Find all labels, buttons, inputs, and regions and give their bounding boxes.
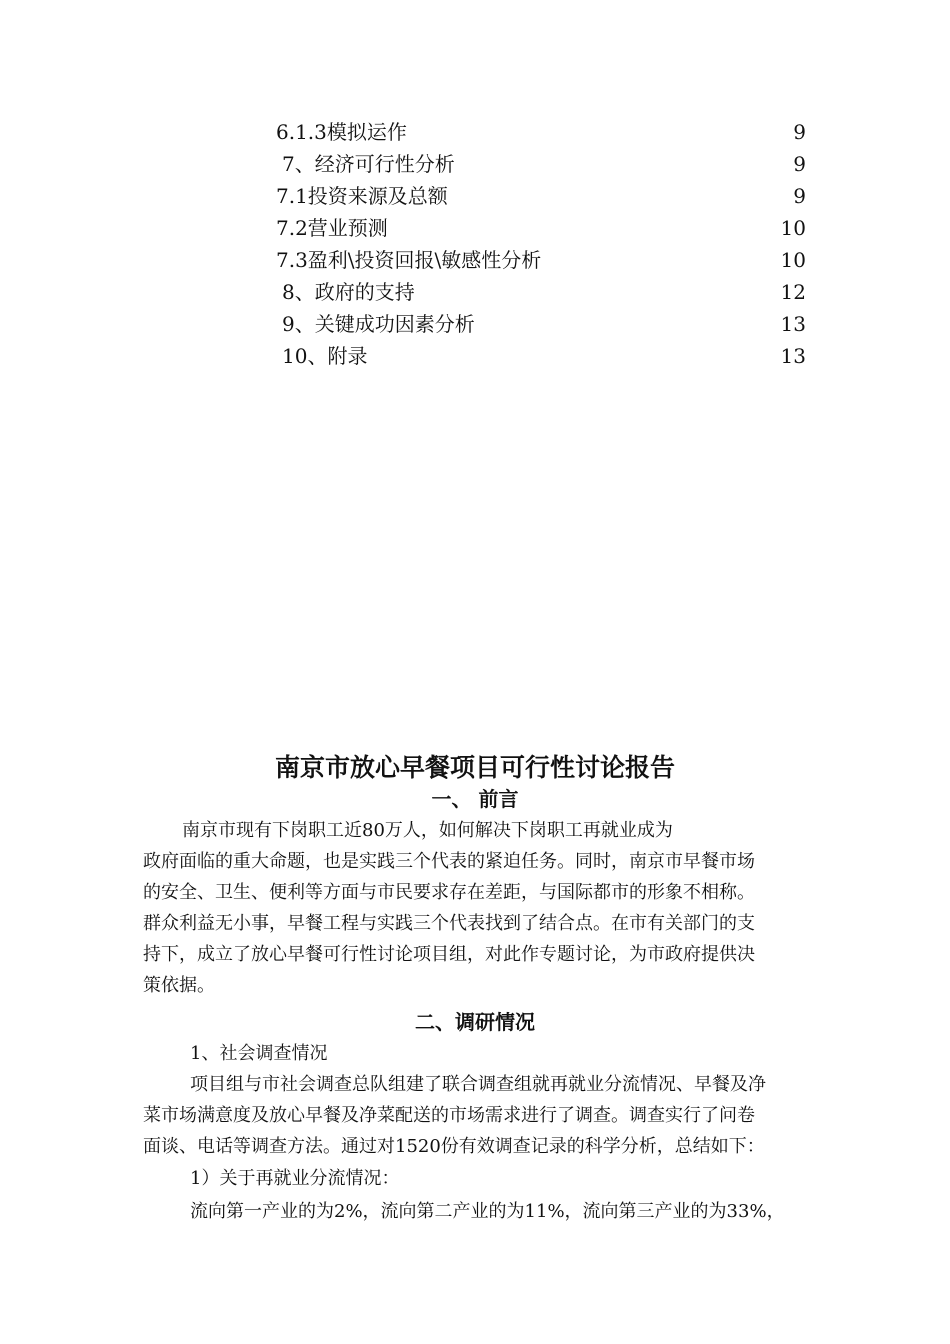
section-heading-research: 二、调研情况 xyxy=(415,1010,535,1034)
toc-entry-page: 13 xyxy=(780,344,806,368)
toc-entry-page: 9 xyxy=(793,120,806,144)
toc-entry-title: 6.1.3模拟运作 xyxy=(276,120,407,144)
toc-entry-title: 9、关键成功因素分析 xyxy=(282,312,475,336)
toc-entry-page: 13 xyxy=(780,312,806,336)
list-item-heading: 1）关于再就业分流情况： xyxy=(190,1168,400,1189)
toc-entry-page: 9 xyxy=(793,184,806,208)
toc-entry[interactable] xyxy=(276,244,808,276)
subsection-heading: 1、社会调查情况 xyxy=(190,1043,328,1064)
paragraph-line: 流向第一产业的为2%，流向第二产业的为11%，流向第三产业的为33%， xyxy=(190,1201,785,1222)
toc-entry-title: 7、经济可行性分析 xyxy=(282,152,455,176)
toc-entry[interactable] xyxy=(276,180,808,212)
toc-entry-title: 7.1投资来源及总额 xyxy=(276,184,448,208)
document-title: 南京市放心早餐项目可行性讨论报告 xyxy=(274,753,675,782)
toc-entry-page: 10 xyxy=(780,248,806,272)
paragraph-line: 群众利益无小事，早餐工程与实践三个代表找到了结合点。在市有关部门的支 xyxy=(143,913,755,934)
toc-entry-page: 10 xyxy=(780,216,806,240)
toc-entry-page: 9 xyxy=(793,152,806,176)
paragraph-line: 政府面临的重大命题，也是实践三个代表的紧迫任务。同时，南京市早餐市场 xyxy=(143,851,755,872)
toc-entry-title: 7.2营业预测 xyxy=(276,216,388,240)
paragraph-line: 策依据。 xyxy=(143,975,215,996)
table-of-contents xyxy=(276,116,808,372)
paragraph-line: 项目组与市社会调查总队组建了联合调查组就再就业分流情况、早餐及净 xyxy=(190,1074,766,1095)
paragraph-line: 持下，成立了放心早餐可行性讨论项目组，对此作专题讨论，为市政府提供决 xyxy=(143,944,755,965)
paragraph-line: 南京市现有下岗职工近80万人，如何解决下岗职工再就业成为 xyxy=(182,820,673,841)
section-heading-preface: 一、 前言 xyxy=(431,787,519,811)
toc-entry[interactable] xyxy=(276,212,808,244)
toc-entry-title: 8、政府的支持 xyxy=(282,280,415,304)
toc-entry-page: 12 xyxy=(780,280,806,304)
toc-entry[interactable] xyxy=(276,116,808,148)
toc-entry[interactable] xyxy=(276,308,808,340)
toc-entry[interactable] xyxy=(276,148,808,180)
toc-entry-title: 7.3盈利\投资回报\敏感性分析 xyxy=(276,248,542,272)
paragraph-line: 的安全、卫生、便利等方面与市民要求存在差距，与国际都市的形象不相称。 xyxy=(143,882,755,903)
paragraph-line: 面谈、电话等调查方法。通过对1520份有效调查记录的科学分析，总结如下： xyxy=(143,1136,765,1157)
paragraph-line: 菜市场满意度及放心早餐及净菜配送的市场需求进行了调查。调查实行了问卷 xyxy=(143,1105,755,1126)
toc-entry-title: 10、附录 xyxy=(282,344,368,368)
toc-entry[interactable] xyxy=(276,340,808,372)
toc-entry[interactable] xyxy=(276,276,808,308)
